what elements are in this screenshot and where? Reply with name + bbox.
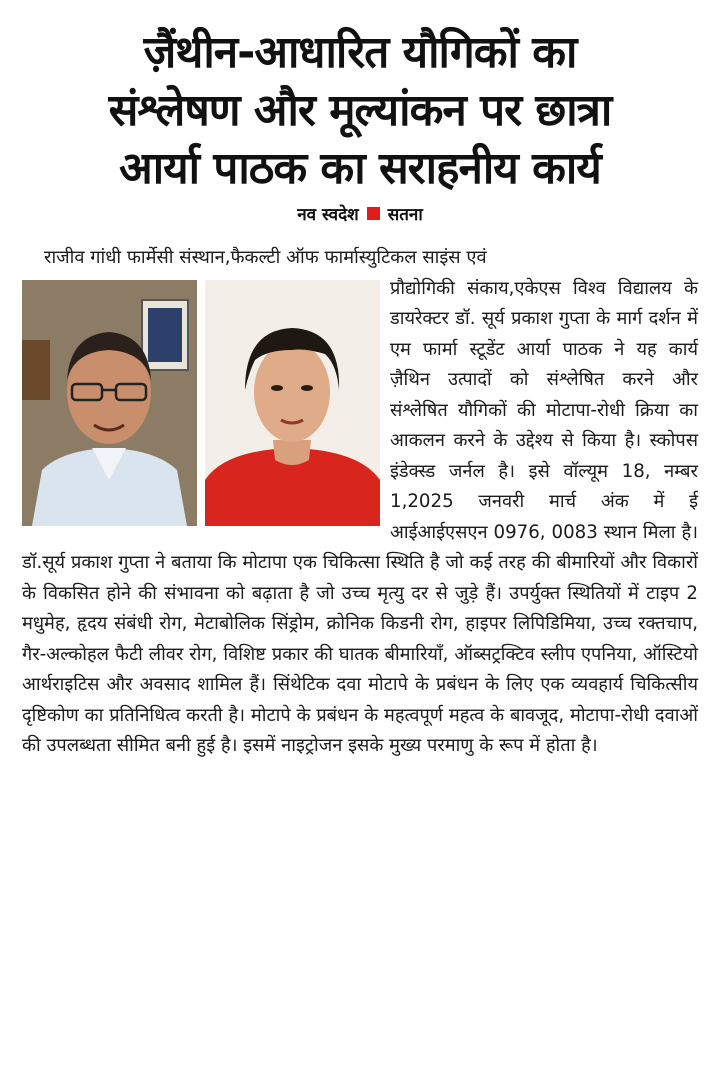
director-photo <box>22 280 197 526</box>
byline-source: नव स्वदेश <box>297 205 359 225</box>
article-first-line: राजीव गांधी फार्मेसी संस्थान,फैकल्टी ऑफ फार्मास्युटिकल साइंस एवं <box>44 247 487 268</box>
headline-line-2: संश्लेषण और मूल्यांकन पर छात्रा <box>108 85 612 136</box>
article-paragraph: प्रौद्योगिकी संकाय,एकेएस विश्व विद्यालय के डायरेक्टर डॉ. सूर्य प्रकाश गुप्ता के मार्ग दर्शन में एम फार्मा स्टूडेंट आर्या पाठक ने यह कार्य ज़ैथिन उत्पादों को संश्लेषित करने और संश्लेषित यौगिकों की मोटापा-रोधी क्रिया का आकलन करने के उद्देश्य से किया है। स्कोपस इंडेक्स्ड जर्नल है। इसे वॉल्यूम 18, नम्बर 1,2025 जनवरी मार्च अंक में ई आईआईएसएन 0976, 0083 स्थान मिला है। डॉ.सूर्य प्रकाश गुप्ता ने बताया कि मोटापा एक चिकित्सा स्थिति है जो कई तरह की बीमारियों और विकारों के विकसित होने की संभावना को बढ़ाता है जो उच्च मृत्यु दर से जुड़े हैं। उपर्युक्त स्थितियों में टाइप 2 मधुमेह, हृदय संबंधी रोग, मेटाबोलिक सिंड्रोम, क्रोनिक किडनी रोग, हाइपर लिपिडिमिया, उच्च रक्तचाप, गैर-अल्कोहल फैटी लीवर रोग, विशिष्ट प्रकार की घातक बीमारियाँ, ऑब्सट्रक्टिव स्लीप एपनिया, ऑस्टियो आर्थराइटिस और अवसाद शामिल हैं। सिंथेटिक दवा मोटापे के प्रबंधन के लिए एक व्यवहार्य चिकित्सीय दृष्टिकोण का प्रतिनिधित्व करती है। मोटापे के प्रबंधन के महत्वपूर्ण महत्व के बावजूद, मोटापा-रोधी दवाओं की उपलब्धता सीमित बनी हुई है। इसमें नाइट्रोजन इसके मुख्य परमाणु के रूप में होता है। <box>22 277 698 756</box>
student-photo <box>205 280 380 526</box>
headline-line-1: ज़ैंथीन-आधारित यौगिकों का <box>143 27 577 78</box>
article-body <box>0 243 720 762</box>
photo-strip <box>22 280 380 526</box>
headline-line-3: आर्या पाठक का सराहनीय कार्य <box>119 143 601 194</box>
byline-city: सतना <box>387 205 423 225</box>
headline <box>0 0 720 198</box>
red-square-icon <box>367 207 380 220</box>
byline <box>0 202 720 225</box>
